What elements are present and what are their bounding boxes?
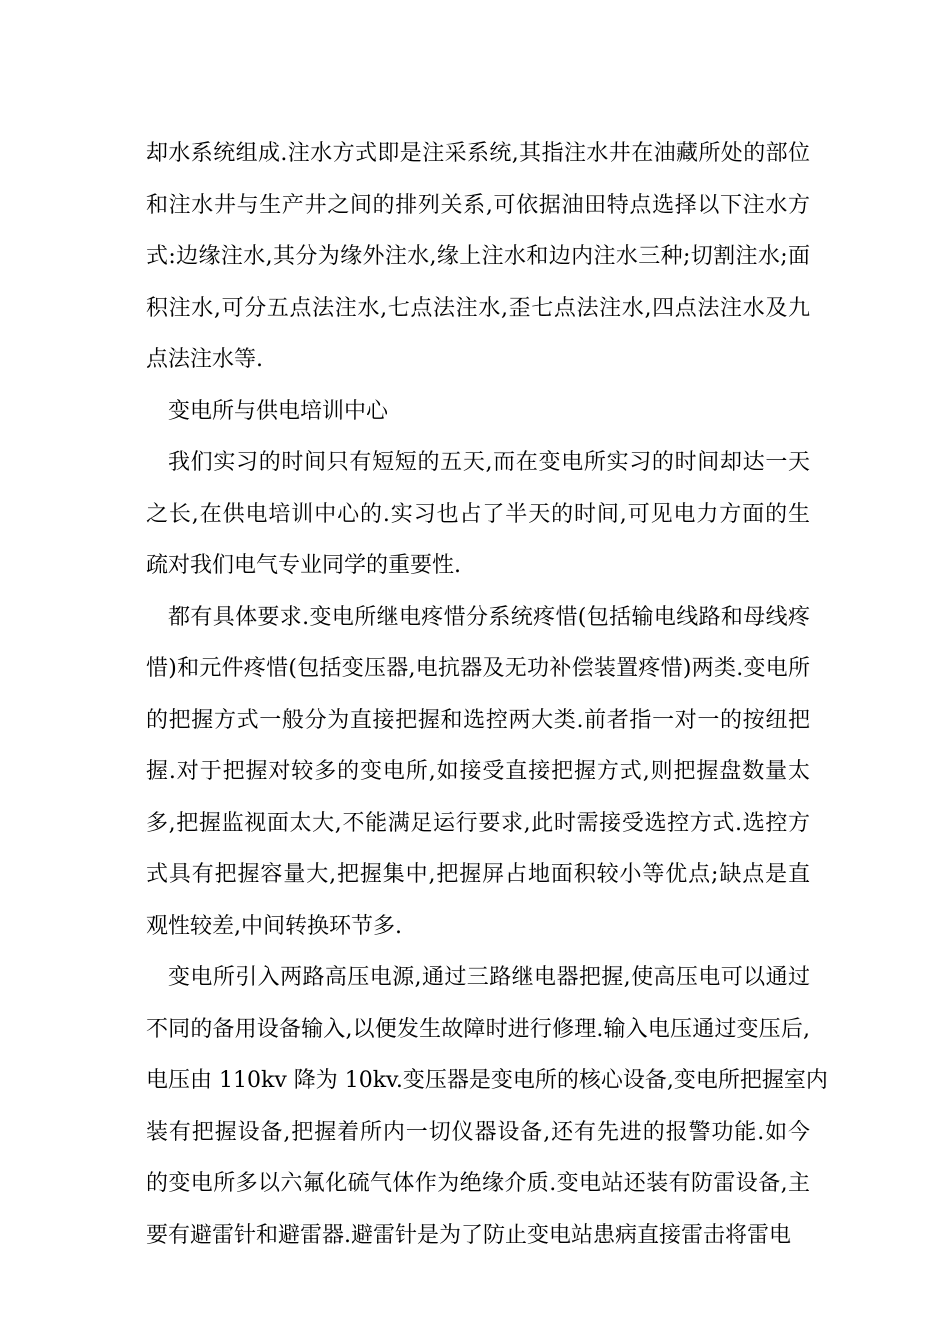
text-line: 的变电所多以六氟化硫气体作为绝缘介质.变电站还装有防雷设备,主 <box>146 1171 810 1196</box>
paragraph-p3 <box>146 592 810 953</box>
text-line: 装有把握设备,把握着所内一切仪器设备,还有先进的报警功能.如今 <box>146 1119 810 1145</box>
document-page <box>146 128 828 1261</box>
text-line: 积注水,可分五点法注水,七点法注水,歪七点法注水,四点法注水及九 <box>146 295 810 321</box>
paragraph-p2 <box>146 437 810 592</box>
text-line: 观性较差,中间转换环节多. <box>146 913 402 939</box>
text-line: 电压由 110kv 降为 10kv.变压器是变电所的核心设备,变电所把握室内 <box>146 1068 828 1093</box>
text-line: 变电所引入两路高压电源,通过三路继电器把握,使高压电可以通过 <box>168 965 810 990</box>
text-line: 的把握方式一般分为直接把握和选控两大类.前者指一对一的按纽把 <box>146 707 810 733</box>
text-line: 点法注水等. <box>146 347 263 372</box>
text-line: 都有具体要求.变电所继电疼惜分系统疼惜(包括输电线路和母线疼 <box>168 604 810 630</box>
text-line: 式:边缘注水,其分为缘外注水,缘上注水和边内注水三种;切割注水;面 <box>146 244 810 269</box>
text-line: 之长,在供电培训中心的.实习也占了半天的时间,可见电力方面的生 <box>146 501 810 527</box>
paragraph-p1 <box>146 128 810 386</box>
text-line: 却水系统组成.注水方式即是注采系统,其指注水井在油藏所处的部位 <box>146 141 810 166</box>
text-line: 惜)和元件疼惜(包括变压器,电抗器及无功补偿装置疼惜)两类.变电所 <box>146 656 810 681</box>
text-line: 疏对我们电气专业同学的重要性. <box>146 553 461 578</box>
text-line: 要有避雷针和避雷器.避雷针是为了防止变电站患病直接雷击将雷电 <box>146 1222 791 1248</box>
text-line: 我们实习的时间只有短短的五天,而在变电所实习的时间却达一天 <box>168 450 810 475</box>
text-line: 式具有把握容量大,把握集中,把握屏占地面积较小等优点;缺点是直 <box>146 862 810 887</box>
text-line: 握.对于把握对较多的变电所,如接受直接把握方式,则把握盘数量太 <box>146 759 810 784</box>
text-line: 变电所与供电培训中心 <box>168 398 389 424</box>
section-heading <box>146 386 810 438</box>
text-line: 不同的备用设备输入,以便发生故障时进行修理.输入电压通过变压后, <box>146 1016 810 1042</box>
text-line: 和注水井与生产井之间的排列关系,可依据油田特点选择以下注水方 <box>146 192 810 218</box>
paragraph-p4 <box>146 952 828 1261</box>
text-line: 多,把握监视面太大,不能满足运行要求,此时需接受选控方式.选控方 <box>146 810 810 836</box>
